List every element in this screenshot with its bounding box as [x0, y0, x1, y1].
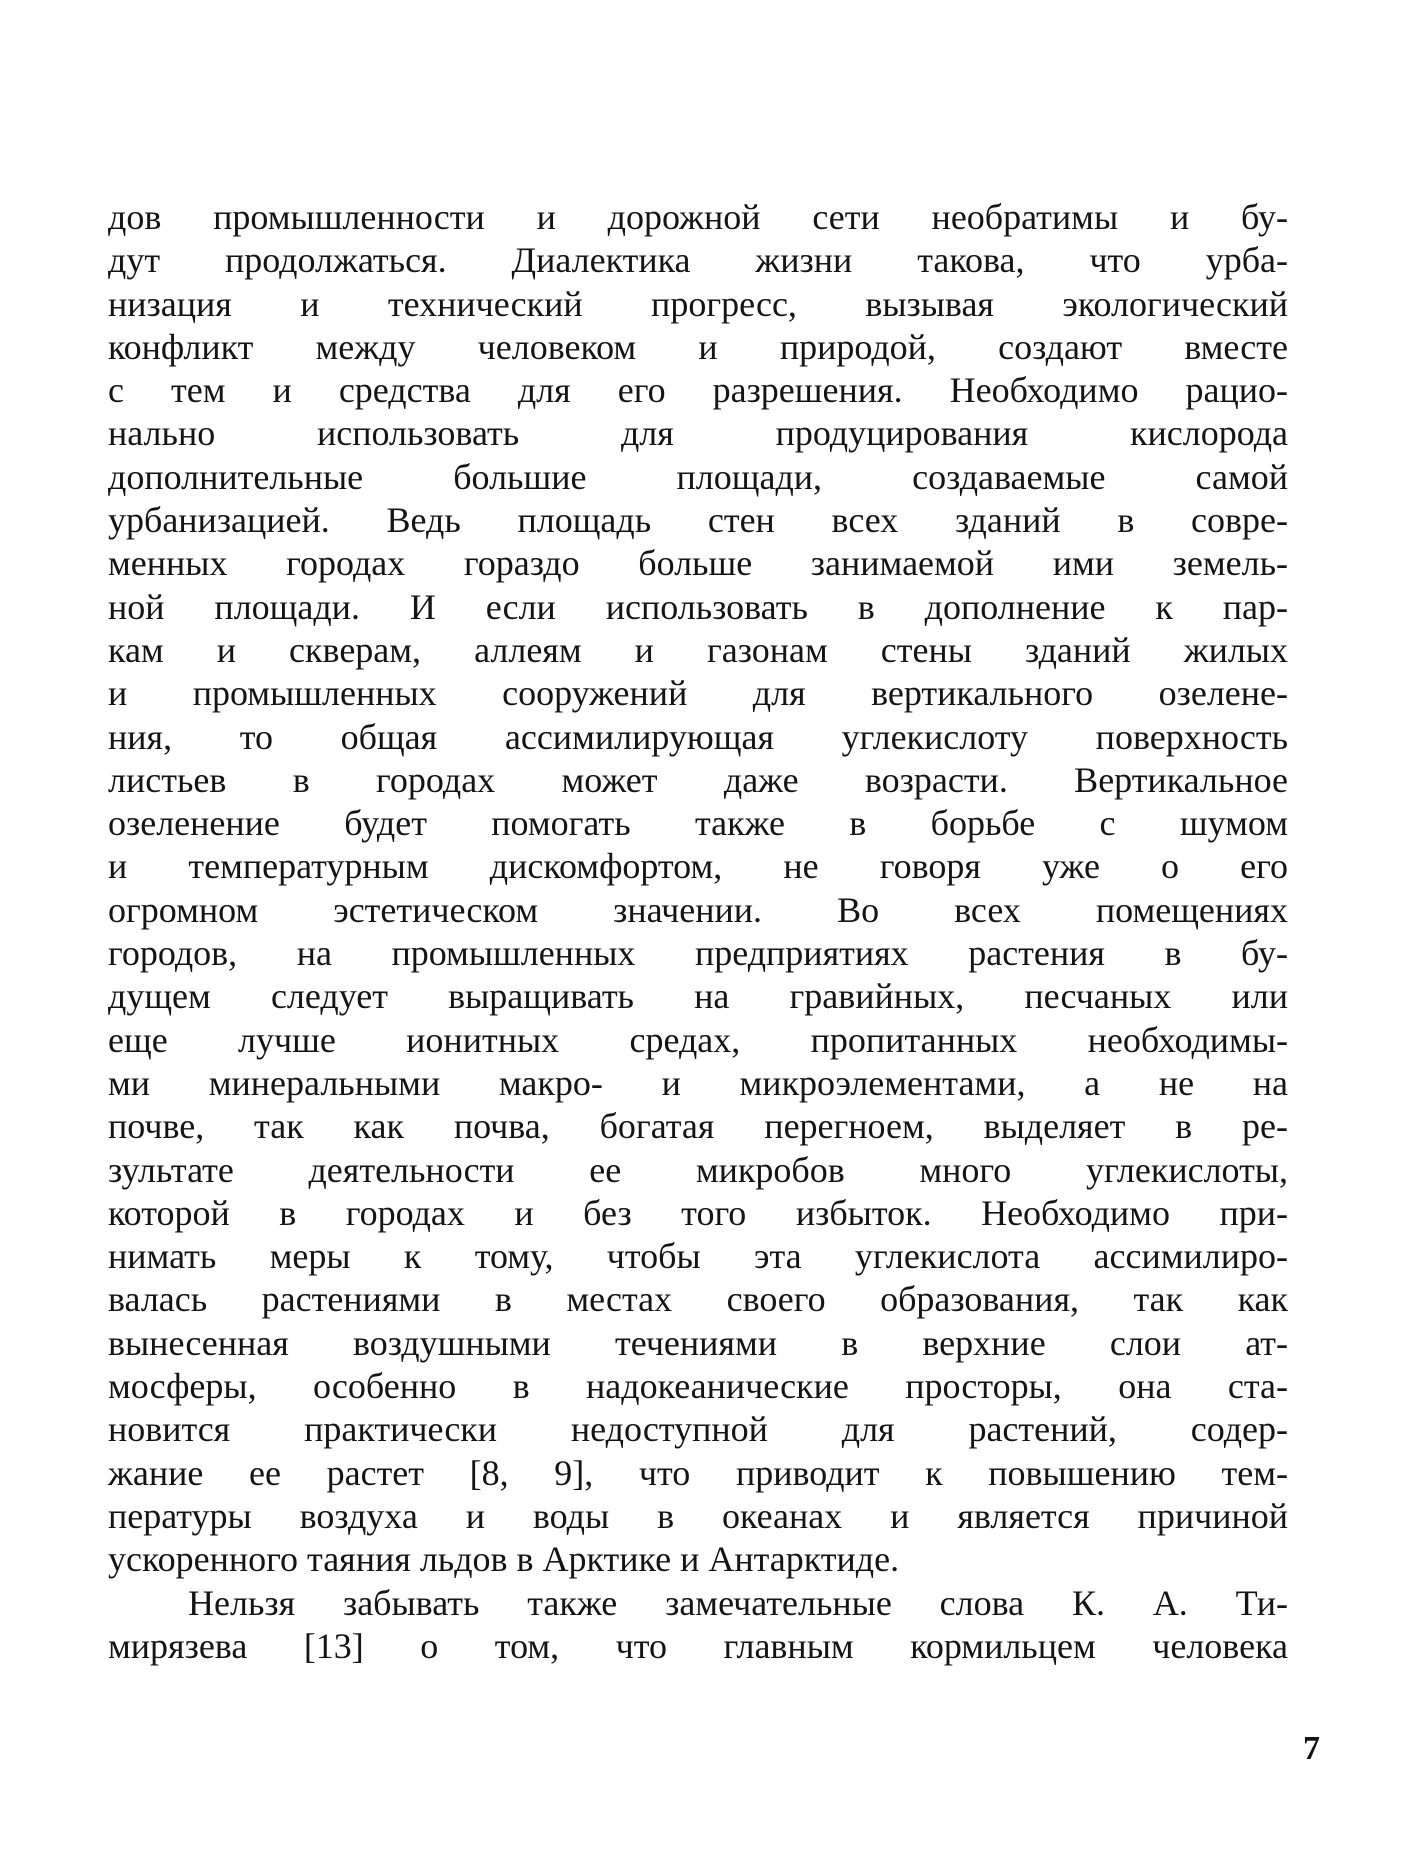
text-line: пературы воздуха и воды в океанах и является причиной — [108, 1495, 1288, 1536]
text-line: вынесенная воздушными течениями в верхние слои ат- — [108, 1322, 1288, 1363]
text-line: дов промышленности и дорожной сети необратимы и бу- — [108, 197, 1288, 237]
text-line: почве, так как почва, богатая перегноем, выделяет в ре- — [108, 1106, 1288, 1147]
text-line: ускоренного таяния льдов в Арктике и Антарктиде. — [108, 1539, 900, 1580]
text-line: валась растениями в местах своего образования, так как — [108, 1279, 1288, 1320]
text-line: нимать меры к тому, чтобы эта углекислота ассимилиро- — [108, 1236, 1288, 1277]
text-line: нально использовать для продуцирования кислорода — [108, 413, 1288, 454]
text-line: и температурным дискомфортом, не говоря уже о его — [108, 846, 1288, 887]
text-line: дут продолжаться. Диалектика жизни такова, что урба- — [108, 240, 1288, 281]
text-line: ми минеральными макро- и микроэлементами, а не на — [108, 1062, 1288, 1103]
paragraph-2 — [108, 1582, 1288, 1669]
text-line: урбанизацией. Ведь площадь стен всех зданий в совре- — [108, 500, 1288, 541]
text-line: мирязева [13] о том, что главным кормильцем человека — [108, 1625, 1288, 1666]
text-line: и промышленных сооружений для вертикального озелене- — [108, 673, 1288, 714]
text-line: которой в городах и без того избыток. Необходимо при- — [108, 1192, 1288, 1233]
text-line: кам и скверам, аллеям и газонам стены зданий жилых — [108, 629, 1288, 670]
text-line: огромном эстетическом значении. Во всех помещениях — [108, 889, 1288, 930]
text-line: низация и технический прогресс, вызывая экологический — [108, 283, 1288, 324]
text-line: Нельзя забывать также замечательные слова К. А. Ти- — [188, 1582, 1288, 1623]
body-text — [108, 196, 1288, 1668]
paragraph-1 — [108, 196, 1288, 1582]
text-line: зультате деятельности ее микробов много углекислоты, — [108, 1149, 1288, 1190]
text-line: конфликт между человеком и природой, создают вместе — [108, 326, 1288, 367]
text-line: дущем следует выращивать на гравийных, песчаных или — [108, 976, 1288, 1017]
text-line: менных городах гораздо больше занимаемой ими земель- — [108, 543, 1288, 584]
text-line: новится практически недоступной для растений, содер- — [108, 1409, 1288, 1450]
text-line: дополнительные большие площади, создаваемые самой — [108, 456, 1288, 497]
text-line: ния, то общая ассимилирующая углекислоту поверхность — [108, 716, 1288, 757]
text-line: жание ее растет [8, 9], что приводит к повышению тем- — [108, 1452, 1288, 1493]
text-line: с тем и средства для его разрешения. Необходимо рацио- — [108, 370, 1288, 411]
text-line: мосферы, особенно в надокеанические просторы, она ста- — [108, 1366, 1288, 1407]
text-line: озеленение будет помогать также в борьбе с шумом — [108, 803, 1288, 844]
text-line: листьев в городах может даже возрасти. Вертикальное — [108, 759, 1288, 800]
text-line: еще лучше ионитных средах, пропитанных необходимы- — [108, 1019, 1288, 1060]
text-line: ной площади. И если использовать в дополнение к пар- — [108, 586, 1288, 627]
page-number: 7 — [1303, 1730, 1320, 1767]
text-line: городов, на промышленных предприятиях растения в бу- — [108, 933, 1288, 974]
